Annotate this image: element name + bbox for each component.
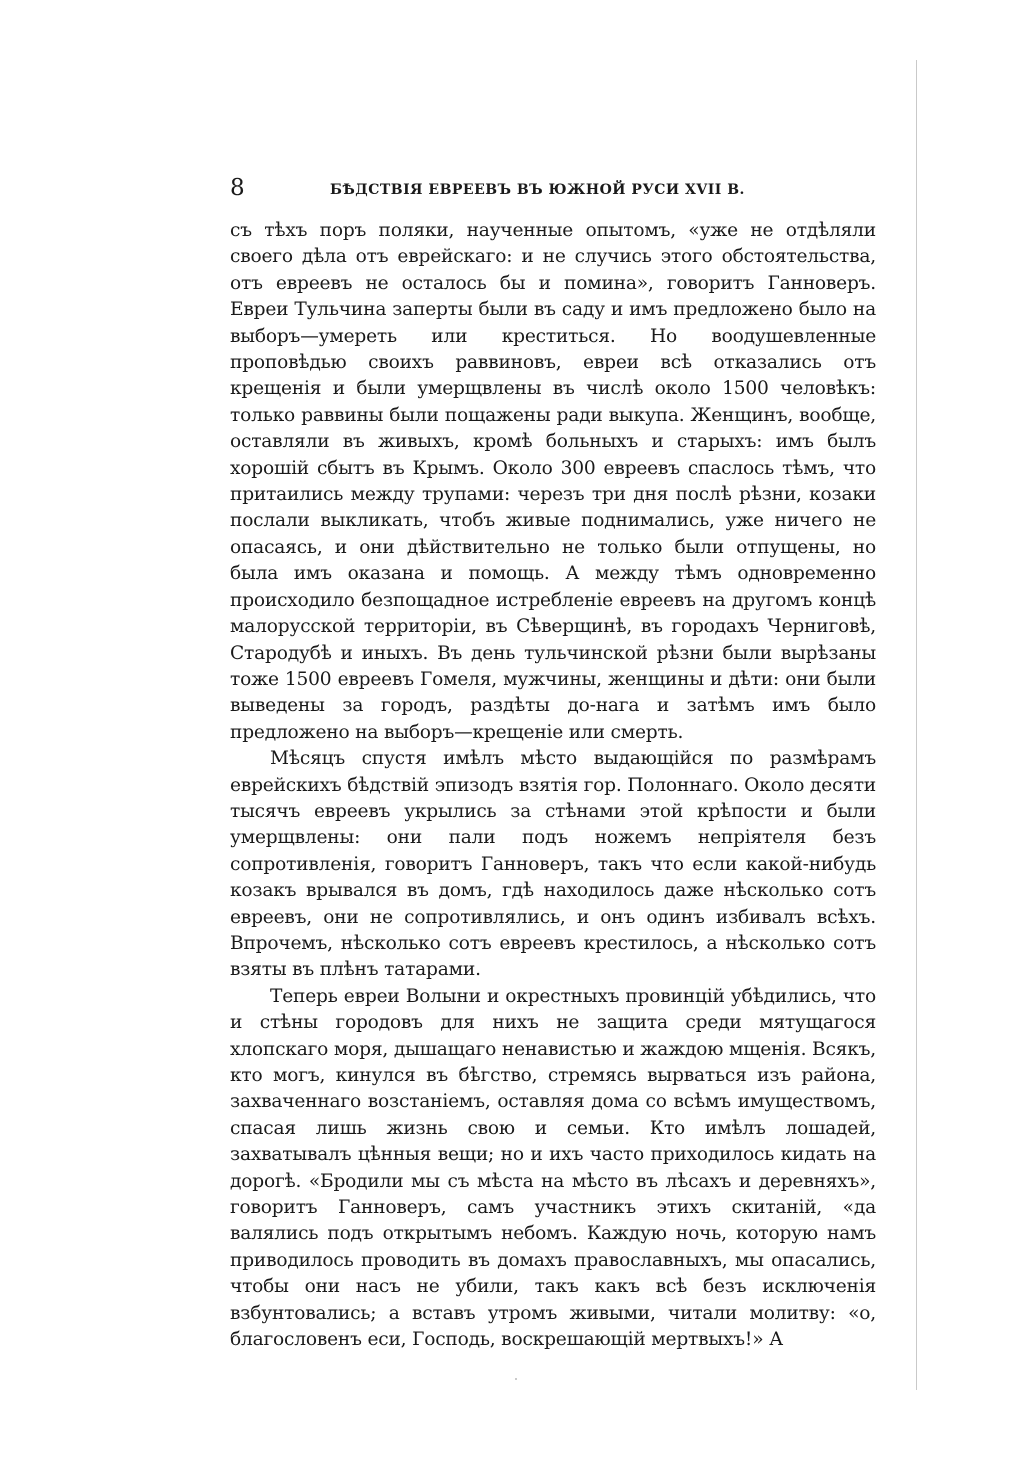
body-text bbox=[230, 218, 876, 1353]
paragraph-2: Мѣсяцъ спустя имѣлъ мѣсто выдающійся по размѣрамъ еврейскихъ бѣдствій эпизодъ взятія гор. Полоннаго. Около десяти тысячъ евреевъ укрылись за стѣнами этой крѣпости и были умерщвлены: они пали подъ ножемъ непріятеля безъ сопротивленія, говоритъ Ганноверъ, такъ что если какой-нибудь козакъ врывался въ домъ, гдѣ находилось даже нѣсколько сотъ евреевъ, они не сопротивлялись, и онъ одинъ избивалъ всѣхъ. Впрочемъ, нѣсколько сотъ евреевъ крестилось, а нѣсколько сотъ взяты въ плѣнъ татарами. bbox=[230, 748, 876, 981]
paragraph-3: Теперь евреи Волыни и окрестныхъ провинцій убѣдились, что и стѣны городовъ для нихъ не защита среди мятущагося хлопскаго моря, дышащаго ненавистью и жаждою мщенія. Всякъ, кто могъ, кинулся въ бѣгство, стремясь вырваться изъ района, захваченнаго возстаніемъ, оставляя дома со всѣмъ имуществомъ, спасая лишь жизнь свою и семьи. Кто имѣлъ лошадей, захватывалъ цѣнныя вещи; но и ихъ часто приходилось кидать на дорогѣ. «Бродили мы съ мѣста на мѣсто въ лѣсахъ и деревняхъ», говоритъ Ганноверъ, самъ участникъ этихъ скитаній, «да валялись подъ открытымъ небомъ. Каждую ночь, которую намъ приводилось проводить въ домахъ православныхъ, мы опасались, чтобы они насъ не убили, такъ какъ всѣ безъ исключенія взбунтовались; а вставъ утромъ живыми, читали молитву: «о, благословенъ еси, Господь, воскрешающій мертвыхъ!» А bbox=[230, 985, 876, 1351]
page-header bbox=[230, 174, 876, 204]
paragraph-1: съ тѣхъ поръ поляки, наученные опытомъ, «уже не отдѣляли своего дѣла отъ еврейскаго: и не случись этого обстоятельства, отъ евреевъ не осталось бы и помина», говоритъ Ганноверъ. Евреи Тульчина заперты были въ саду и имъ предложено было на выборъ—умереть или креститься. Но воодушевленные проповѣдью своихъ раввиновъ, евреи всѣ отказались отъ крещенія и были умерщвлены въ числѣ около 1500 человѣкъ: только раввины были пощажены ради выкупа. Женщинъ, вообще, оставляли въ живыхъ, кромѣ больныхъ и старыхъ: имъ былъ хорошій сбытъ въ Крымъ. Около 300 евреевъ спаслось тѣмъ, что притаились между трупами: черезъ три дня послѣ рѣзни, козаки послали выкликать, чтобъ живые поднимались, уже ничего не опасаясь, и они дѣйствительно не только были отпущены, но была имъ оказана и помощь. А между тѣмъ одновременно происходило безпощадное истребленіе евреевъ на другомъ концѣ малорусской территоріи, въ Сѣверщинѣ, въ городахъ Черниговѣ, Стародубѣ и иныхъ. Въ день тульчинской рѣзни были вырѣзаны тоже 1500 евреевъ Гомеля, мужчины, женщины и дѣти: они были выведены за городъ, раздѣты до-нага и затѣмъ имъ было предложено на выборъ—крещеніе или смерть. bbox=[230, 220, 876, 743]
scan-speck bbox=[515, 1378, 517, 1380]
page-edge-line bbox=[916, 60, 917, 1390]
running-title: БѢДСТВІЯ ЕВРЕЕВЪ ВЪ ЮЖНОЙ РУСИ XVII В. bbox=[330, 182, 745, 198]
page-number: 8 bbox=[230, 175, 245, 201]
